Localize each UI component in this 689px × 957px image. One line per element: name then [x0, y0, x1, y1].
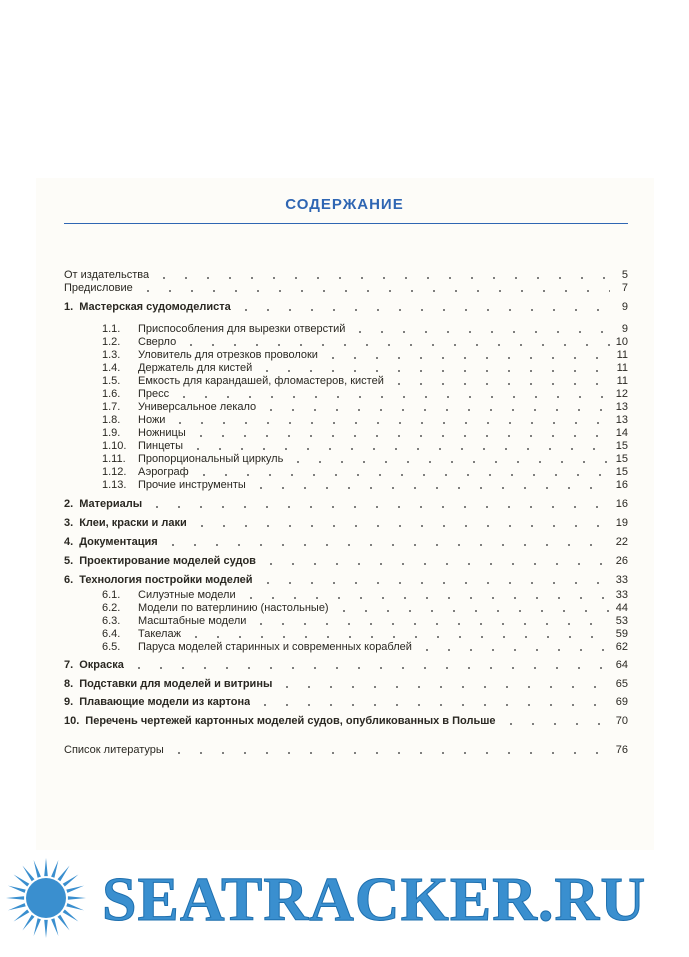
- toc-entry: [102, 479, 628, 492]
- toc-entry-page: 76: [615, 744, 628, 756]
- toc-entry: [102, 362, 628, 375]
- dot-leader: [260, 409, 610, 411]
- toc-entry-page: 62: [615, 641, 628, 653]
- toc-entry: [102, 414, 628, 427]
- toc-entry-page: 9: [621, 301, 628, 313]
- sun-ray: [51, 860, 58, 878]
- sun-ray: [14, 910, 30, 922]
- dot-leader: [349, 331, 610, 333]
- sun-ray: [8, 903, 26, 910]
- toc-entry-page: 59: [615, 628, 628, 640]
- toc-entry-number: 1.13.: [102, 479, 127, 491]
- sun-ray: [66, 903, 84, 910]
- toc-entry-page: 22: [615, 536, 628, 548]
- dot-leader: [173, 396, 610, 398]
- toc-entry: [102, 453, 628, 466]
- toc-entry: [64, 696, 628, 709]
- toc-entry-number: 6.: [64, 574, 74, 586]
- toc-entry-label: Масштабные модели: [138, 615, 247, 627]
- toc-entry-number: 1.7.: [102, 401, 121, 413]
- toc-entry-number: 6.1.: [102, 589, 121, 601]
- sun-ray: [8, 886, 26, 893]
- sun-ray: [23, 866, 35, 882]
- toc-entry-label: Список литературы: [64, 744, 164, 756]
- toc-entry-page: 14: [615, 427, 628, 439]
- sun-ray: [63, 875, 79, 887]
- toc-entry-label: Универсальное лекало: [138, 401, 257, 413]
- dot-leader: [169, 422, 610, 424]
- toc-entry-page: 16: [615, 479, 628, 491]
- toc-entry-page: 11: [616, 362, 628, 374]
- page-title: СОДЕРЖАНИЕ: [285, 196, 404, 213]
- toc-entry-label: От издательства: [64, 269, 150, 281]
- toc-entry-label: Прочие инструменты: [138, 479, 246, 491]
- toc-entry-label: Пинцеты: [138, 440, 183, 452]
- toc-entry-label: Документация: [79, 536, 158, 548]
- toc-entry-label: Мастерская судомоделиста: [79, 301, 231, 313]
- toc-entry-page: 64: [615, 659, 628, 671]
- toc-entry-label: Окраска: [79, 659, 124, 671]
- toc-entry-page: 33: [615, 589, 628, 601]
- sun-ray: [51, 918, 58, 936]
- toc-entry: [102, 589, 628, 602]
- toc-entry-number: 4.: [64, 536, 74, 548]
- toc-entry-page: 12: [615, 388, 628, 400]
- toc-entry-label: Аэрограф: [138, 466, 189, 478]
- toc-entry-number: 1.9.: [102, 427, 121, 439]
- toc-entry: [102, 440, 628, 453]
- toc-entry: [102, 466, 628, 479]
- toc-entry-number: 1.2.: [102, 336, 121, 348]
- toc-entry: [102, 641, 628, 654]
- toc-entry-number: 1.1.: [102, 323, 121, 335]
- toc-entry-number: 5.: [64, 555, 74, 567]
- toc-entry-number: 1.8.: [102, 414, 121, 426]
- sun-ray: [34, 918, 41, 936]
- dot-leader: [254, 704, 610, 706]
- toc-entry-number: 1.11.: [102, 453, 126, 465]
- toc-entry-number: 10.: [64, 715, 80, 727]
- toc-entry-page: 13: [615, 414, 628, 426]
- toc-entry-page: 10: [615, 336, 628, 348]
- toc-entry: [102, 388, 628, 401]
- toc-entry-number: 6.3.: [102, 615, 121, 627]
- watermark-text: SEATRACKER.RU: [102, 866, 647, 934]
- toc-entry-label: Предисловие: [64, 282, 133, 294]
- toc-entry-label: Подставки для моделей и витрины: [79, 678, 273, 690]
- sun-ray: [14, 875, 30, 887]
- toc-entry-label: Пропорциональный циркуль: [138, 453, 284, 465]
- dot-leader: [260, 563, 610, 565]
- toc-entry: [102, 323, 628, 336]
- toc-entry-label: Ножницы: [138, 427, 186, 439]
- sun-ray: [58, 915, 70, 931]
- toc-entry-page: 13: [615, 401, 628, 413]
- sun-ray: [63, 910, 79, 922]
- toc-entry-number: 2.: [64, 498, 74, 510]
- toc-entry-number: 8.: [64, 678, 74, 690]
- toc-entry-label: Такелаж: [138, 628, 181, 640]
- sun-ray: [34, 860, 41, 878]
- toc-entry-page: 11: [616, 349, 628, 361]
- toc-entry-number: 7.: [64, 659, 74, 671]
- toc-entry: [102, 375, 628, 388]
- toc-entry-page: 26: [615, 555, 628, 567]
- toc-entry: [102, 401, 628, 414]
- toc-entry-page: 5: [621, 269, 628, 281]
- toc-entry: [64, 555, 628, 568]
- toc-entry-label: Уловитель для отрезков проволоки: [138, 349, 318, 361]
- toc-entry: [64, 301, 628, 314]
- toc-entry: [102, 602, 628, 615]
- dot-leader: [250, 623, 610, 625]
- toc-entry-label: Проектирование моделей судов: [79, 555, 256, 567]
- toc-entry-page: 7: [621, 282, 628, 294]
- toc-entry: [102, 628, 628, 641]
- toc-entry-page: 19: [615, 517, 628, 529]
- toc-entry-number: 1.5.: [102, 375, 121, 387]
- toc-entry-page: 11: [616, 375, 628, 387]
- toc-entry: [64, 574, 628, 587]
- toc-entry: [64, 517, 628, 530]
- dot-leader: [168, 752, 610, 754]
- dot-leader: [388, 383, 610, 385]
- toc-entry-page: 44: [615, 602, 628, 614]
- dot-leader: [146, 506, 610, 508]
- toc-entry: [102, 349, 628, 362]
- toc-entry-label: Сверло: [138, 336, 177, 348]
- toc-entry-page: 53: [615, 615, 628, 627]
- dot-leader: [180, 344, 610, 346]
- dot-leader: [250, 487, 610, 489]
- toc-entry-label: Клеи, краски и лаки: [79, 517, 187, 529]
- toc-entry-number: 1.3.: [102, 349, 121, 361]
- toc-entry-page: 69: [615, 696, 628, 708]
- toc-entry-page: 15: [615, 466, 628, 478]
- toc-entry-label: Приспособления для вырезки отверстий: [138, 323, 346, 335]
- toc-entry-number: 6.4.: [102, 628, 121, 640]
- toc-entry-label: Держатель для кистей: [138, 362, 253, 374]
- dot-leader: [137, 290, 610, 292]
- dot-leader: [190, 435, 610, 437]
- toc-entry-number: 1.6.: [102, 388, 121, 400]
- toc-entry-number: 1.4.: [102, 362, 121, 374]
- dot-leader: [322, 357, 610, 359]
- toc-entry: [64, 659, 628, 672]
- dot-leader: [162, 544, 610, 546]
- sun-ray: [58, 866, 70, 882]
- sun-ray: [6, 896, 24, 900]
- dot-leader: [333, 610, 610, 612]
- dot-leader: [128, 667, 610, 669]
- dot-leader: [185, 636, 610, 638]
- dot-leader: [500, 723, 610, 725]
- toc-entry-page: 70: [615, 715, 628, 727]
- toc-entry: [64, 269, 628, 282]
- dot-leader: [287, 461, 610, 463]
- toc-entry-page: 65: [615, 678, 628, 690]
- toc-entry: [64, 678, 628, 691]
- sun-ray: [68, 896, 86, 900]
- toc-entry-number: 9.: [64, 696, 74, 708]
- dot-leader: [235, 309, 610, 311]
- toc-entry-page: 9: [621, 323, 628, 335]
- toc-entry-number: 6.2.: [102, 602, 121, 614]
- dot-leader: [416, 649, 610, 651]
- toc-entry-label: Пресс: [138, 388, 170, 400]
- dot-leader: [257, 582, 610, 584]
- sun-ray: [66, 886, 84, 893]
- toc-entry-page: 15: [615, 440, 628, 452]
- toc-entry: [102, 427, 628, 440]
- dot-leader: [187, 448, 610, 450]
- toc-entry-label: Паруса моделей старинных и современных кораблей: [138, 641, 412, 653]
- toc-entry-label: Ножи: [138, 414, 166, 426]
- toc-entry: [102, 615, 628, 628]
- toc-entry-label: Технология постройки моделей: [79, 574, 253, 586]
- toc-entry: [102, 336, 628, 349]
- dot-leader: [240, 597, 610, 599]
- toc-entry: [64, 498, 628, 511]
- toc-entry-number: 6.5.: [102, 641, 121, 653]
- toc-entry: [64, 536, 628, 549]
- toc-entry-number: 1.12.: [102, 466, 127, 478]
- toc-entry-page: 15: [615, 453, 628, 465]
- toc-entry-number: 3.: [64, 517, 74, 529]
- toc-entry-label: Перечень чертежей картонных моделей судов, опубликованных в Польше: [85, 715, 496, 727]
- toc-entry: [64, 715, 628, 728]
- toc-entry-number: 1.: [64, 301, 74, 313]
- toc-entry-label: Емкость для карандашей, фломастеров, кистей: [138, 375, 384, 387]
- sun-ray: [44, 920, 48, 938]
- dot-leader: [153, 277, 610, 279]
- toc-entry-number: 1.10.: [102, 440, 127, 452]
- dot-leader: [193, 474, 610, 476]
- toc-entry-page: 16: [615, 498, 628, 510]
- dot-leader: [256, 370, 610, 372]
- toc-entry-label: Модели по ватерлинию (настольные): [138, 602, 329, 614]
- toc-entry-label: Силуэтные модели: [138, 589, 236, 601]
- dot-leader: [276, 686, 610, 688]
- toc-entry: [64, 282, 628, 295]
- dot-leader: [191, 525, 610, 527]
- toc-entry-page: 33: [615, 574, 628, 586]
- sun-ray: [44, 858, 48, 876]
- sun-ray: [23, 915, 35, 931]
- toc-entry-label: Материалы: [79, 498, 143, 510]
- toc-entry-label: Плавающие модели из картона: [79, 696, 251, 708]
- toc-entry: [64, 744, 628, 757]
